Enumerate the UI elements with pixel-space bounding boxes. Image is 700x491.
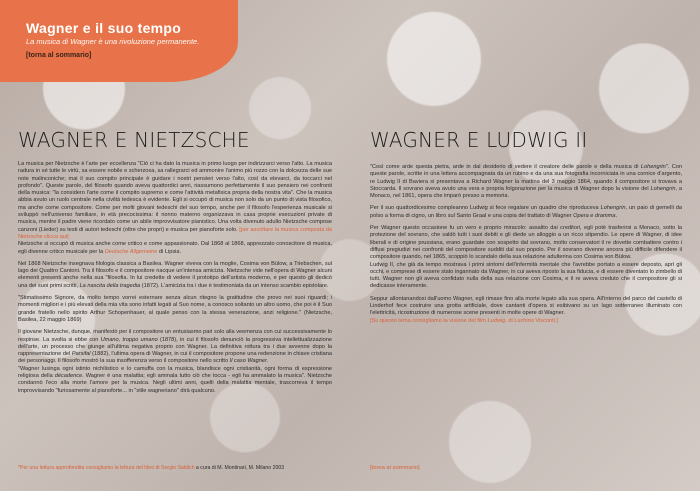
back-to-summary-link-bottom[interactable]: [torna al sommario]: [370, 465, 420, 471]
footnote: [18, 465, 336, 472]
nietzsche-title: WAGNER E NIETZSCHE: [18, 128, 250, 152]
paragraph: La musica per Nietzsche è l'arte per eccellenza "Ciò ci ha dato la musica in primo luogo per indirizzarci verso l'alto. La musica radura in sé tutte le virtù, sa essere nobile e scherzosa, sa rallegrarci ed ammonire l'animo più rozzo con la dolcezza delle sue note malinconiche; mai il suo compito principale è guidare i nostri pensieri verso l'alto, così da elevarci, da toccarci nel profondo". Queste parole, del filosofo quando aveva quattordici anni, riassumono perfettamente il suo pensiero nei confronti della musica: "la considero l'arte come il compito supremo e come l'attività metafisica propria della nostra vita". Che la musica abbia avuto un ruolo centrale nella civiltà tedesca è evidente. Egli si occupò di musica non solo da un punto di vista filosofico, ma anche come compositore. Come per molti giovani tedeschi del suo tempo, anche per il filosofo l'esperienza musicale si sviluppò nell'universo familiare, in età precocissima: il nonno materno organizzava in casa proprie esecuzioni private di musica, mentre il padre viene ricordato come un abile improvvisatore pianistico. Una volta divenuto adulto Nietzsche compose canzoni (Lieder) su testi di autori tedeschi (oltre che propri) e musica per pianoforte solo. [per ascoltare la musica composta da Nietzsche clicca qui] Nietzsche si occupò di musica anche come critico e come appassionato. Dal 1868 al 1868, apprezzato conoscitore di musica, egli divenne critico musicale per la Deutsche Allgemeine di Lipsia.: [18, 161, 332, 255]
paragraph: Per il suo quattordicesimo compleanno Ludwig si fece regalare un quadro che riproduceva Lohengrin, un paio di gemelli da polso a forma di cigno, un libro sul Santo Graal e una copia del trattato di Wagner Opera e dramma.: [370, 205, 683, 219]
paragraph: "Così come arde questa pietra, arde in dal desiderio di vedere il creatore delle parole e della musica di Lohengrin". Con queste parole, scritte in una lettera accompagnata da un rubino e da una sua fotografia incorniciata in una cornice d'argento, re Ludwig II di Baviera si presentava a Richard Wagner la mattina del 3 maggio 1864, quando il compositore si trovava a Stoccarda. Il sovrano aveva avuto una vera e propria folgorazione per la musica di Wagner dopo la visione del Lohengrin, a Monaco, nel 1861, opera che imparò presso a memoria.: [370, 164, 683, 200]
banner-title: Wagner e il suo tempo: [26, 20, 182, 36]
listen-music-link[interactable]: [per ascoltare la musica composta da Nietzsche clicca qui]: [18, 226, 332, 240]
left-column: [18, 128, 332, 400]
paragraph: Il giovane Nietzsche, dunque, manifestò per il compositore un entusiasmo pari solo alla veemenza con cui successivamente lo respinse. La svolta si ebbe con Umano, troppo umano (1878), in cui il filosofo denunciò la progressiva intellettualizzazione dell'arte, un processo che giunge all'ultima negativa proprio con Wagner. La definitiva rottura tra i due avvenne dopo la rappresentazione del Parsifal (1882), l'ultima opera di Wagner, in cui il compositore propone una redenzione in chiave cristiana dei personaggi. Il filosofo mostrò la sua insofferenza verso il compositore nello scritto Il caso Wagner. "Wagner lusinga ogni istinto nichilistico e lo camuffa con la musica, blandisce ogni cristianità, ogni forma di espressione religiosa della décadence. Wagner è una malattia; egli ammala tutto ciò che tocca - egli ha ammalato la musica". Nietzsche condannò l'eco alla morte l'amore per la musica. Negli ultimi anni, quelli della malattia mentale, trascorreva il tempo improvvisando "furiosamente al pianoforte... in "stile wagneriano" dirà qualcuno.: [18, 329, 332, 394]
paragraph: Seppur allontanandosi dall'uomo Wagner, egli rimase fino alla morte legato alla sua opera. All'interno del parco del castello di Linderhof fece costruire una grotta artificiale, dove cantanti d'opera si esibivano su un lago sotterraneo illuminato con l'elettricità, ricostruzione di numerose scene presenti in molte opere di Wagner. [Su questo tema consigliamo la visione del film Ludwig, di Luchino Visconti.]: [370, 295, 682, 324]
right-column: [370, 128, 682, 330]
back-to-summary-link[interactable]: [torna al sommario]: [26, 52, 92, 59]
quote-paragraph: "Stimatissimo Signore, da molto tempo vorrei esternare senza alcun ritegno la gratitudine che provo nei suoi riguardi; i momenti migliori e i più elevati della mia vita sono infatti legati al Suo nome, a conosco soltanto un altro uomo, che poi è il Suo grande fratello nello spirito Arthur Schopenhauer, al quale penso con la stessa venerazione, anzi religione." (Nietzsche, Basilea, 22 maggio 1869): [18, 295, 332, 323]
header-banner: [0, 0, 238, 82]
ludwig-title: WAGNER E LUDWIG II: [370, 128, 588, 152]
journal-name: Deutsche Allgemeine: [104, 248, 158, 255]
paragraph: Per Wagner questo occasione fu un vero e proprio miracolo: assalito dai creditori, egli potè trasferirsi a Monaco, sotto la protezione del sovrano, che saldò tutti i suoi debiti e gli diede un alloggio a un ricco stipendio. Le opere di Wagner, di idee liberali e di origine prussiana, erano guardate con sospetto dal sovrano, molto conservatori il re dovette combattere contro i diffusi pregiudizi nei confronti del compositore sudditi dal suo popolo. Per il sovrano divenne ancora più difficile difendere il compositore quando, nel 1865, scoppiò lo scandalo della sua relazione adulterina con Cosima von Bülow. Ludwig II, che già da tempo mostrava i primi sintomi dell'infermità mentale che l'avrebbe portato a essere deposto, aprì gli occhi, e comprese di essere stato ingannato da Wagner, in cui aveva riposto la sua fiducia, e di essere diventato lo zimbello di tutti. Wagner non gli aveva confidato nulla della sua relazione con Cosima, e il re aveva creduto che il compositore gli si dedicasse interamente.: [370, 225, 682, 290]
paragraph: Nel 1868 Nietzsche insegnava filologia classica a Basilea. Wagner viveva con la moglie, Cosima von Bülow, a Triebschen, sul lago dei Quattro Cantoni. Tra il filosofo e il compositore nacque un'intensa amicizia. Nietzsche vide nell'opera di Wagner alcuni elementi presenti anche nella sua "filosofia. In lui credette di vedere il prototipo dell'artista moderno, e per questo gli dedicò una dei suoi primi scritti, La nascita della tragedia (1872). L'amicizia tra i due è testimoniata da un intenso scambio epistolare.: [18, 260, 332, 289]
footnote-text: *Per una lettura approfondita consigliamo la lettura del libro di Sergio Sablich: [18, 465, 196, 471]
footnote-source: a cura di M. Montinari, M. Milano 2003: [195, 465, 285, 471]
banner-subtitle: La musica di Wagner è una rivoluzione permanente.: [26, 37, 200, 46]
film-suggestion-link[interactable]: [Su questo tema consigliamo la visione del film Ludwig, di Luchino Visconti.]: [370, 317, 559, 324]
